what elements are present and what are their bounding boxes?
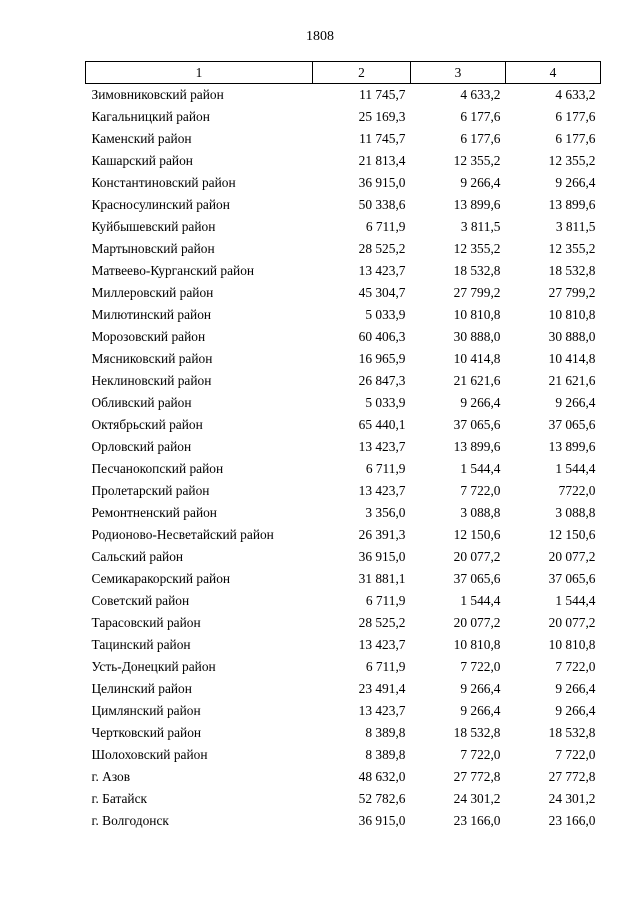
column-2-value-cell: 11 745,7: [359, 87, 406, 102]
district-name-cell: Октябрьский район: [91, 417, 203, 432]
column-4-value-cell: 7 722,0: [555, 747, 596, 762]
column-4-value-cell: 10 810,8: [548, 307, 596, 322]
table-body: [86, 84, 601, 833]
table-row: [86, 700, 601, 722]
column-2-value-cell: 5 033,9: [365, 395, 406, 410]
column-4-value-cell: 13 899,6: [548, 439, 596, 454]
district-name-cell: Семикаракорский район: [91, 571, 231, 586]
column-3-value-cell: 9 266,4: [460, 395, 501, 410]
table-row: [86, 370, 601, 392]
column-3-value-cell: 10 414,8: [453, 351, 501, 366]
district-name-cell: Целинский район: [91, 681, 192, 696]
column-2-value-cell: 25 169,3: [358, 109, 406, 124]
column-4-value-cell: 9 266,4: [555, 175, 596, 190]
column-4-value-cell: 1 544,4: [555, 593, 596, 608]
column-3-value-cell: 12 150,6: [453, 527, 501, 542]
column-3-value-cell: 30 888,0: [453, 329, 501, 344]
district-name-cell: Чертковский район: [91, 725, 202, 740]
column-3-value-cell: 27 772,8: [453, 769, 501, 784]
page-number: 1808: [306, 29, 334, 44]
table-row: [86, 458, 601, 480]
district-name-cell: Миллеровский район: [91, 285, 214, 300]
table-row: [86, 744, 601, 766]
column-3-value-cell: 6 177,6: [460, 109, 501, 124]
table-row: [86, 766, 601, 788]
district-name-cell: Кашарский район: [91, 153, 193, 168]
district-name-cell: Зимовниковский район: [91, 87, 224, 102]
column-3-value-cell: 13 899,6: [453, 197, 501, 212]
table-row: [86, 656, 601, 678]
district-name-cell: Ремонтненский район: [91, 505, 217, 520]
column-3-value-cell: 9 266,4: [460, 703, 501, 718]
column-4-value-cell: 20 077,2: [548, 549, 596, 564]
district-name-cell: Пролетарский район: [91, 483, 210, 498]
column-2-value-cell: 6 711,9: [365, 593, 406, 608]
district-name-cell: Милютинский район: [91, 307, 212, 322]
column-4-value-cell: 9 266,4: [555, 703, 596, 718]
column-3-value-cell: 18 532,8: [453, 263, 501, 278]
table-row: [86, 524, 601, 546]
column-4-value-cell: 12 355,2: [548, 241, 596, 256]
table-row: [86, 348, 601, 370]
column-3-value-cell: 3 811,5: [460, 219, 501, 234]
district-name-cell: г. Волгодонск: [91, 813, 169, 828]
column-2-value-cell: 45 304,7: [358, 285, 406, 300]
table-row: [86, 436, 601, 458]
table-row: [86, 238, 601, 260]
column-4-value-cell: 12 150,6: [548, 527, 596, 542]
table-row: [86, 546, 601, 568]
district-name-cell: Красносулинский район: [91, 197, 230, 212]
column-2-value-cell: 36 915,0: [358, 549, 406, 564]
district-name-cell: Тарасовский район: [91, 615, 201, 630]
column-2-value-cell: 6 711,9: [365, 219, 406, 234]
district-name-cell: Сальский район: [91, 549, 184, 564]
table-row: [86, 326, 601, 348]
column-2-value-cell: 13 423,7: [358, 263, 406, 278]
column-3-value-cell: 1 544,4: [460, 593, 501, 608]
column-3-value-cell: 20 077,2: [453, 549, 501, 564]
table-row: [86, 788, 601, 810]
column-4-value-cell: 24 301,2: [548, 791, 596, 806]
table-row: [86, 480, 601, 502]
district-name-cell: Цимлянский район: [91, 703, 201, 718]
column-4-value-cell: 23 166,0: [548, 813, 596, 828]
column-4-value-cell: 27 799,2: [548, 285, 596, 300]
column-3-value-cell: 9 266,4: [460, 681, 501, 696]
column-4-value-cell: 18 532,8: [548, 263, 596, 278]
column-4-value-cell: 18 532,8: [548, 725, 596, 740]
column-4-value-cell: 6 177,6: [555, 109, 596, 124]
table-row: [86, 678, 601, 700]
table-row: [86, 216, 601, 238]
column-2-value-cell: 21 813,4: [358, 153, 406, 168]
column-header-1: 1: [86, 62, 313, 84]
district-name-cell: Тацинский район: [91, 637, 191, 652]
table-row: [86, 392, 601, 414]
column-3-value-cell: 9 266,4: [460, 175, 501, 190]
column-header-3: 3: [411, 62, 506, 84]
column-4-value-cell: 1 544,4: [555, 461, 596, 476]
column-2-value-cell: 13 423,7: [358, 439, 406, 454]
column-3-value-cell: 10 810,8: [453, 637, 501, 652]
district-name-cell: Кагальницкий район: [91, 109, 210, 124]
column-2-value-cell: 8 389,8: [365, 725, 406, 740]
district-name-cell: Советский район: [91, 593, 190, 608]
column-2-value-cell: 13 423,7: [358, 703, 406, 718]
column-3-value-cell: 20 077,2: [453, 615, 501, 630]
header-row: [86, 62, 601, 84]
column-3-value-cell: 7 722,0: [460, 483, 501, 498]
district-name-cell: Мартыновский район: [91, 241, 215, 256]
column-3-value-cell: 10 810,8: [453, 307, 501, 322]
column-2-value-cell: 65 440,1: [358, 417, 406, 432]
column-2-value-cell: 36 915,0: [358, 813, 406, 828]
table-row: [86, 150, 601, 172]
column-2-value-cell: 11 745,7: [359, 131, 406, 146]
district-name-cell: Мясниковский район: [91, 351, 213, 366]
column-4-value-cell: 21 621,6: [548, 373, 596, 388]
table-row: [86, 414, 601, 436]
column-3-value-cell: 12 355,2: [453, 241, 501, 256]
column-3-value-cell: 13 899,6: [453, 439, 501, 454]
column-2-value-cell: 26 847,3: [358, 373, 406, 388]
district-data-table: [85, 61, 601, 832]
column-header-2: 2: [313, 62, 411, 84]
column-2-value-cell: 50 338,6: [358, 197, 406, 212]
column-2-value-cell: 8 389,8: [365, 747, 406, 762]
table-header: [86, 62, 601, 84]
column-3-value-cell: 6 177,6: [460, 131, 501, 146]
column-2-value-cell: 5 033,9: [365, 307, 406, 322]
column-3-value-cell: 18 532,8: [453, 725, 501, 740]
table-row: [86, 722, 601, 744]
column-4-value-cell: 9 266,4: [555, 681, 596, 696]
table-row: [86, 304, 601, 326]
column-4-value-cell: 3 088,8: [555, 505, 596, 520]
district-name-cell: Матвеево-Курганский район: [91, 263, 255, 278]
column-4-value-cell: 37 065,6: [548, 571, 596, 586]
district-name-cell: Усть-Донецкий район: [91, 659, 216, 674]
district-name-cell: Каменский район: [91, 131, 192, 146]
table-row: [86, 128, 601, 150]
column-3-value-cell: 1 544,4: [460, 461, 501, 476]
column-3-value-cell: 37 065,6: [453, 417, 501, 432]
column-3-value-cell: 12 355,2: [453, 153, 501, 168]
column-4-value-cell: 10 414,8: [548, 351, 596, 366]
table-row: [86, 634, 601, 656]
table-row: [86, 810, 601, 832]
column-2-value-cell: 6 711,9: [365, 659, 406, 674]
district-name-cell: Родионово-Несветайский район: [91, 527, 274, 542]
table-row: [86, 282, 601, 304]
district-name-cell: Шолоховский район: [91, 747, 208, 762]
table-row: [86, 194, 601, 216]
column-4-value-cell: 7 722,0: [555, 659, 596, 674]
column-4-value-cell: 3 811,5: [555, 219, 596, 234]
district-name-cell: Орловский район: [91, 439, 192, 454]
column-2-value-cell: 26 391,3: [358, 527, 406, 542]
column-4-value-cell: 30 888,0: [548, 329, 596, 344]
column-2-value-cell: 13 423,7: [358, 483, 406, 498]
column-3-value-cell: 3 088,8: [460, 505, 501, 520]
column-4-value-cell: 27 772,8: [548, 769, 596, 784]
table-row: [86, 260, 601, 282]
table-row: [86, 590, 601, 612]
district-name-cell: Обливский район: [91, 395, 192, 410]
table-row: [86, 568, 601, 590]
column-3-value-cell: 24 301,2: [453, 791, 501, 806]
column-2-value-cell: 3 356,0: [365, 505, 406, 520]
table-row: [86, 502, 601, 524]
district-name-cell: Куйбышевский район: [91, 219, 216, 234]
column-3-value-cell: 21 621,6: [453, 373, 501, 388]
table-row: [86, 172, 601, 194]
column-2-value-cell: 13 423,7: [358, 637, 406, 652]
table-row: [86, 84, 601, 107]
column-4-value-cell: 10 810,8: [548, 637, 596, 652]
column-3-value-cell: 27 799,2: [453, 285, 501, 300]
column-2-value-cell: 16 965,9: [358, 351, 406, 366]
column-2-value-cell: 28 525,2: [358, 615, 406, 630]
district-name-cell: г. Батайск: [91, 791, 148, 806]
table-row: [86, 612, 601, 634]
column-4-value-cell: 37 065,6: [548, 417, 596, 432]
column-4-value-cell: 13 899,6: [548, 197, 596, 212]
column-4-value-cell: 4 633,2: [555, 87, 596, 102]
column-header-4: 4: [506, 62, 601, 84]
column-2-value-cell: 6 711,9: [365, 461, 406, 476]
column-3-value-cell: 7 722,0: [460, 659, 501, 674]
column-4-value-cell: 20 077,2: [548, 615, 596, 630]
district-name-cell: Неклиновский район: [91, 373, 212, 388]
table-row: [86, 106, 601, 128]
column-3-value-cell: 37 065,6: [453, 571, 501, 586]
column-2-value-cell: 23 491,4: [358, 681, 406, 696]
column-2-value-cell: 52 782,6: [358, 791, 406, 806]
column-2-value-cell: 48 632,0: [358, 769, 406, 784]
column-2-value-cell: 28 525,2: [358, 241, 406, 256]
district-name-cell: Морозовский район: [91, 329, 206, 344]
column-3-value-cell: 7 722,0: [460, 747, 501, 762]
column-3-value-cell: 4 633,2: [460, 87, 501, 102]
column-4-value-cell: 12 355,2: [548, 153, 596, 168]
district-name-cell: Песчанокопский район: [91, 461, 224, 476]
column-2-value-cell: 31 881,1: [358, 571, 406, 586]
district-name-cell: г. Азов: [91, 769, 131, 784]
column-2-value-cell: 36 915,0: [358, 175, 406, 190]
column-3-value-cell: 23 166,0: [453, 813, 501, 828]
district-name-cell: Константиновский район: [91, 175, 236, 190]
column-4-value-cell: 7722,0: [558, 483, 596, 498]
column-4-value-cell: 6 177,6: [555, 131, 596, 146]
column-2-value-cell: 60 406,3: [358, 329, 406, 344]
column-4-value-cell: 9 266,4: [555, 395, 596, 410]
